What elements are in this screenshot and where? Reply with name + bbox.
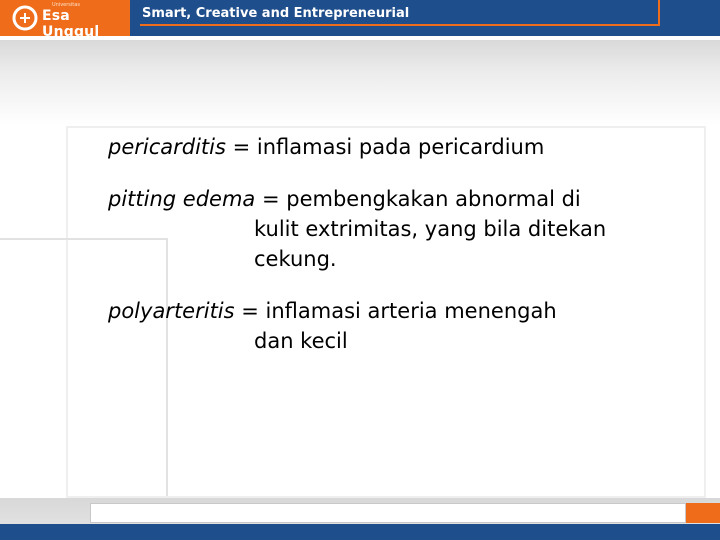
term: polyarteritis = — [108, 299, 259, 323]
logo-text: Esa Unggul — [42, 8, 100, 40]
tagline: Smart, Creative and Entrepreneurial — [142, 6, 410, 21]
footer-orange-block — [686, 503, 720, 523]
logo-subtext: Universitas — [52, 2, 80, 8]
footer-white-bar — [90, 503, 686, 523]
definition-continuation: kulit extrimitas, yang bila ditekan — [254, 217, 607, 241]
top-shadow-band — [0, 40, 720, 125]
term: pericarditis = — [108, 135, 251, 159]
definition-entry — [108, 132, 708, 162]
definition-list — [108, 132, 708, 378]
definition-continuation: dan kecil — [254, 329, 348, 353]
logo — [0, 0, 130, 40]
logo-emblem-icon — [12, 5, 38, 31]
definition: inflamasi arteria menengah — [258, 299, 557, 323]
definition: inflamasi pada pericardium — [250, 135, 545, 159]
definition-entry — [108, 184, 708, 274]
footer-blue-bar — [0, 524, 720, 540]
definition-entry — [108, 296, 708, 356]
definition-continuation: cekung. — [254, 247, 337, 271]
term: pitting edema = — [108, 187, 280, 211]
header-bar — [0, 0, 720, 40]
definition: pembengkakan abnormal di — [279, 187, 581, 211]
